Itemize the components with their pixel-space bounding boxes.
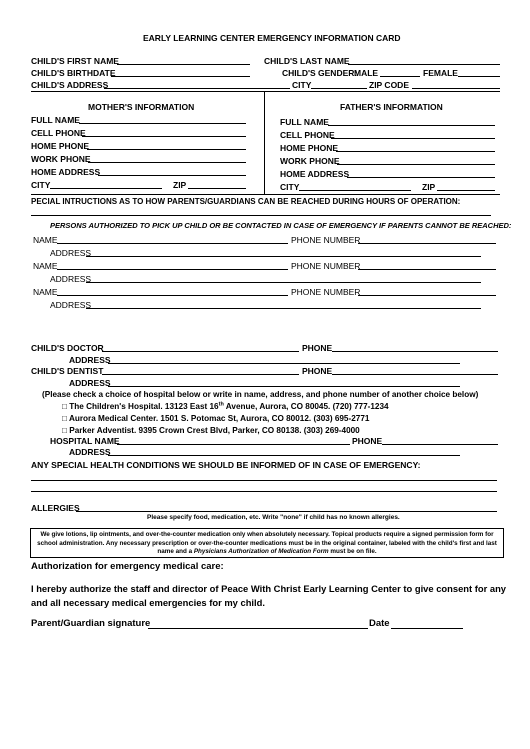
father-city-field[interactable] (299, 190, 411, 191)
hospital-address-field[interactable] (108, 455, 460, 456)
guardian-signature-label: Parent/Guardian signature (31, 618, 151, 629)
child-last-name-field[interactable] (348, 64, 500, 65)
pickup-3-phone-field[interactable] (358, 295, 496, 296)
child-gender-label: CHILD'S GENDER: (282, 68, 358, 78)
child-city-field[interactable] (311, 88, 367, 89)
health-conditions-field-1[interactable] (31, 480, 497, 481)
father-zip-field[interactable] (437, 190, 495, 191)
mother-work-phone-field[interactable] (88, 162, 246, 163)
pickup-2-address-field[interactable] (86, 282, 481, 283)
authorization-text-line-1: I hereby authorize the staff and director of Peace With Christ Early Learning Center to give consent for any (31, 583, 507, 594)
child-zip-field[interactable] (412, 88, 500, 89)
doctor-address-field[interactable] (108, 363, 460, 364)
pickup-1-name-field[interactable] (57, 243, 288, 244)
special-instructions-label: PECIAL INTRUCTIONS AS TO HOW PARENTS/GUARDIANS CAN BE REACHED DURING HOURS OF OPERATION: (31, 197, 461, 206)
checkbox-icon[interactable]: □ (62, 402, 67, 411)
pickup-2-phone-label: PHONE NUMBER (291, 261, 361, 271)
dentist-label: CHILD'S DENTIST (31, 366, 104, 376)
child-gender-male-field[interactable] (380, 76, 420, 77)
child-first-name-field[interactable] (117, 64, 250, 65)
medication-notice-text (35, 531, 499, 557)
doctor-field[interactable] (102, 351, 299, 352)
parents-column-divider (264, 91, 265, 194)
allergies-label: ALLERGIES (31, 503, 80, 513)
special-instructions-field[interactable] (31, 215, 491, 216)
doctor-phone-field[interactable] (332, 351, 498, 352)
father-address-field[interactable] (347, 177, 495, 178)
hospital-option-aurora-text: Aurora Medical Center. 1501 S. Potomac St, Aurora, CO 80012. (303) 695-2771 (68, 414, 370, 423)
hospital-option-childrens-sup: th (218, 401, 224, 408)
allergies-field[interactable] (76, 511, 497, 512)
father-full-name-field[interactable] (328, 125, 495, 126)
hospital-option-childrens-text-tail: Avenue, Aurora, CO 80045. (720) 777-1234 (223, 402, 389, 411)
child-birthdate-field[interactable] (111, 76, 250, 77)
pickup-1-address-label: ADDRESS (50, 248, 92, 258)
child-gender-male-label: MALE (354, 68, 379, 78)
mother-full-name-field[interactable] (79, 123, 246, 124)
father-home-phone-label: HOME PHONE (280, 143, 339, 153)
medication-notice-body: We give lotions, lip ointments, and over-the-counter medication only when absolutely necessary. Topical products require a signed permission form for school administration. Any necessary prescription or over-the-counter medications must be in the original container, labeled with the child's first and last name and a (37, 531, 497, 556)
pickup-1-name-label: NAME (33, 235, 58, 245)
mother-address-field[interactable] (98, 175, 246, 176)
child-address-field[interactable] (104, 88, 290, 89)
pickup-3-address-label: ADDRESS (50, 300, 92, 310)
mother-zip-label: ZIP (173, 180, 187, 190)
signature-date-label: Date (369, 618, 390, 629)
signature-date-field[interactable] (391, 628, 463, 629)
child-address-label: CHILD'S ADDRESS (31, 80, 109, 90)
pickup-2-name-label: NAME (33, 261, 58, 271)
dentist-phone-label: PHONE (302, 366, 333, 376)
pickup-1-phone-label: PHONE NUMBER (291, 235, 361, 245)
section-divider-parents (31, 194, 500, 195)
mother-full-name-label: FULL NAME (31, 115, 80, 125)
pickup-heading: PERSONS AUTHORIZED TO PICK UP CHILD OR BE CONTACTED IN CASE OF EMERGENCY IF PARENTS CANNOT BE REACHED: (50, 221, 512, 230)
father-city-label: CITY (280, 182, 300, 192)
mother-address-label: HOME ADDRESS (31, 167, 101, 177)
allergies-note: Please specify food, medication, etc. Write "none" if child has no known allergies. (147, 514, 400, 521)
pickup-3-phone-label: PHONE NUMBER (291, 287, 361, 297)
father-full-name-label: FULL NAME (280, 117, 329, 127)
mother-cell-label: CELL PHONE (31, 128, 86, 138)
pickup-1-address-field[interactable] (86, 256, 481, 257)
child-city-label: CITY (292, 80, 312, 90)
hospital-address-label: ADDRESS (69, 447, 111, 457)
form-title: EARLY LEARNING CENTER EMERGENCY INFORMATION CARD (143, 33, 401, 43)
father-cell-field[interactable] (331, 138, 495, 139)
hospital-option-aurora[interactable] (62, 414, 369, 424)
authorization-heading: Authorization for emergency medical care: (31, 561, 224, 572)
father-heading: FATHER'S INFORMATION (340, 102, 443, 112)
pickup-3-name-label: NAME (33, 287, 58, 297)
pickup-1-phone-field[interactable] (358, 243, 496, 244)
child-gender-female-field[interactable] (458, 76, 500, 77)
father-work-phone-label: WORK PHONE (280, 156, 340, 166)
child-birthdate-label: CHILD'S BIRTHDATE (31, 68, 116, 78)
hospital-phone-field[interactable] (382, 444, 498, 445)
hospital-option-parker-text: Parker Adventist. 9395 Crown Crest Blvd, Parker, CO 80138. (303) 269-4000 (69, 426, 360, 435)
hospital-name-label: HOSPITAL NAME (50, 436, 120, 446)
hospital-phone-label: PHONE (352, 436, 383, 446)
child-gender-female-label: FEMALE (423, 68, 458, 78)
hospital-option-childrens[interactable] (62, 402, 389, 412)
medication-notice-tail: must be on file. (328, 548, 377, 556)
checkbox-icon[interactable]: □ (62, 426, 67, 435)
doctor-label: CHILD'S DOCTOR (31, 343, 104, 353)
mother-city-label: CITY (31, 180, 51, 190)
pickup-3-address-field[interactable] (86, 308, 481, 309)
dentist-field[interactable] (102, 374, 299, 375)
hospital-option-childrens-text: The Children's Hospital. 13123 East 16 (69, 402, 219, 411)
child-last-name-label: CHILD'S LAST NAME (264, 56, 350, 66)
doctor-address-label: ADDRESS (69, 355, 111, 365)
child-first-name-label: CHILD'S FIRST NAME (31, 56, 119, 66)
checkbox-icon[interactable]: □ (62, 414, 67, 423)
mother-city-field[interactable] (50, 188, 162, 189)
dentist-address-field[interactable] (108, 386, 460, 387)
father-zip-label: ZIP (422, 182, 436, 192)
pickup-3-name-field[interactable] (57, 295, 288, 296)
pickup-2-address-label: ADDRESS (50, 274, 92, 284)
medication-form-name: Physicians Authorization of Medication Form (193, 548, 329, 556)
pickup-2-phone-field[interactable] (358, 269, 496, 270)
father-home-phone-field[interactable] (336, 151, 495, 152)
mother-cell-field[interactable] (82, 136, 246, 137)
hospital-name-field[interactable] (117, 444, 350, 445)
pickup-2-name-field[interactable] (57, 269, 288, 270)
hospital-option-parker[interactable] (62, 426, 360, 436)
child-zip-label: ZIP CODE (369, 80, 409, 90)
health-conditions-field-2[interactable] (31, 491, 497, 492)
father-cell-label: CELL PHONE (280, 130, 335, 140)
mother-home-phone-field[interactable] (87, 149, 246, 150)
health-conditions-label: ANY SPECIAL HEALTH CONDITIONS WE SHOULD BE INFORMED OF IN CASE OF EMERGENCY: (31, 460, 421, 470)
guardian-signature-field[interactable] (148, 628, 368, 629)
dentist-address-label: ADDRESS (69, 378, 111, 388)
father-address-label: HOME ADDRESS (280, 169, 350, 179)
mother-work-phone-label: WORK PHONE (31, 154, 91, 164)
hospital-prompt: (Please check a choice of hospital below or write in name, address, and phone number of another choice below) (42, 390, 479, 399)
section-divider-top (31, 91, 500, 92)
father-work-phone-field[interactable] (337, 164, 495, 165)
mother-zip-field[interactable] (188, 188, 246, 189)
doctor-phone-label: PHONE (302, 343, 333, 353)
mother-heading: MOTHER'S INFORMATION (88, 102, 195, 112)
authorization-text-line-2: and all necessary medical emergencies for my child. (31, 597, 265, 608)
medication-notice-box (30, 528, 504, 558)
dentist-phone-field[interactable] (332, 374, 498, 375)
mother-home-phone-label: HOME PHONE (31, 141, 90, 151)
